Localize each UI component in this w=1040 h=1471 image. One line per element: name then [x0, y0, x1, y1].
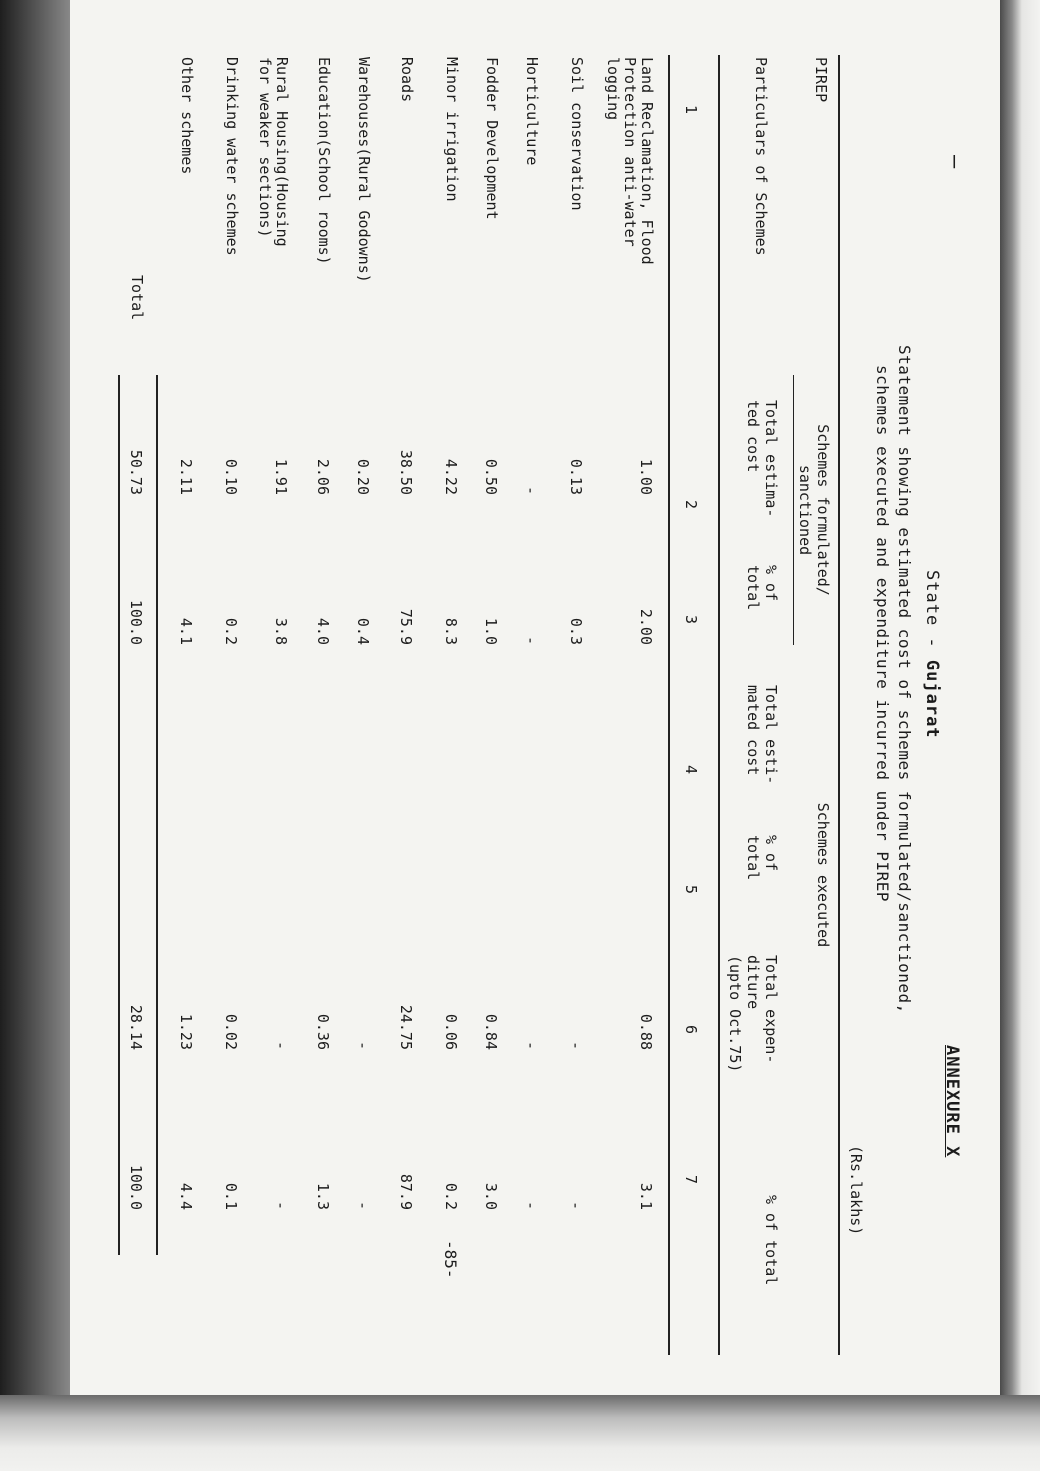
group-header-formulated-line-2: sanctioned: [796, 464, 814, 556]
row-cell-c3: 2.00: [637, 608, 655, 645]
row-label: [604, 57, 655, 265]
col3-header-line-2: total: [744, 565, 762, 611]
row-label: [355, 57, 372, 283]
particulars-header: Particulars of Schemes: [752, 57, 770, 256]
row-cell-c2: 0.13: [567, 458, 585, 495]
row-label-line: Drinking water schemes: [223, 57, 241, 256]
row-label-line: Rural Housing(Housing: [273, 57, 291, 247]
group-header-executed-line-1: Schemes executed: [814, 802, 832, 948]
row-label-line: Other schemes: [178, 57, 196, 175]
col5-header-line-2: total: [744, 835, 762, 881]
row-cell-c6: 1.23: [177, 1013, 195, 1050]
row-cell-c7: 3.0: [482, 1182, 500, 1210]
total-col3: 100.0: [127, 599, 145, 645]
state-prefix: State -: [922, 570, 942, 660]
row-cell-c7: -: [354, 1200, 372, 1210]
row-label: [315, 57, 332, 265]
row-label-line: Warehouses(Rural Godowns): [355, 57, 373, 283]
row-cell-c3: 0.4: [354, 617, 372, 645]
table-top-rule: [838, 55, 840, 1355]
row-cell-c7: -: [272, 1200, 290, 1210]
column-number-3: 3: [682, 615, 700, 625]
row-label-line: Roads: [398, 57, 416, 103]
row-label-line: Horticulture: [523, 57, 541, 166]
scan-bottom-shadow: [0, 1395, 1040, 1471]
group-header-formulated-line-1: Schemes formulated/: [814, 424, 832, 596]
row-cell-c3: 0.2: [222, 617, 240, 645]
column-number-4: 4: [682, 765, 700, 775]
total-label: Total: [128, 275, 146, 321]
col7-header: % of total: [762, 1195, 780, 1286]
units-note: (Rs.lakhs): [847, 1145, 865, 1236]
row-cell-c2: 2.06: [314, 458, 332, 495]
row-cell-c2: 4.22: [442, 458, 460, 495]
statement-title-line-2: schemes executed and expenditure incurred under PIREP: [873, 365, 892, 903]
row-cell-c2: -: [522, 485, 540, 495]
col4-header-line-1: Total esti-: [762, 685, 780, 785]
col5-header-line-1: % of: [762, 835, 780, 872]
row-cell-c7: 3.1: [637, 1182, 655, 1210]
header-bottom-rule: [718, 55, 720, 1355]
row-cell-c6: 0.36: [314, 1013, 332, 1050]
statement-title-line-1: Statement showing estimated cost of schemes formulated/sanctioned,: [895, 345, 914, 1014]
row-cell-c6: 24.75: [397, 1004, 415, 1050]
col6-header: [726, 955, 780, 1072]
row-cell-c7: -: [567, 1200, 585, 1210]
row-cell-c2: 1.00: [637, 458, 655, 495]
row-label: [568, 57, 585, 211]
row-cell-c7: 87.9: [397, 1173, 415, 1210]
row-cell-c7: 0.2: [442, 1182, 460, 1210]
col2-header: [744, 400, 780, 517]
row-cell-c6: 0.88: [637, 1013, 655, 1050]
row-cell-c7: 1.3: [314, 1182, 332, 1210]
row-cell-c2: 1.91: [272, 458, 290, 495]
row-label: [398, 57, 415, 102]
col5-header: [744, 835, 780, 880]
col3-header-line-1: % of: [762, 565, 780, 602]
row-cell-c7: -: [522, 1200, 540, 1210]
row-cell-c6: -: [272, 1040, 290, 1050]
row-label: [523, 57, 540, 165]
group-header-executed: [814, 665, 832, 1085]
row-cell-c3: 1.0: [482, 617, 500, 645]
rotated-annexure-content: [90, 45, 970, 1375]
row-label: [223, 57, 240, 256]
row-label-line: Fodder Development: [483, 57, 501, 220]
row-label-line: for weaker sections): [256, 57, 274, 238]
col6-header-line-3: (upto Oct.75): [726, 955, 744, 1073]
row-label: [483, 57, 500, 220]
row-cell-c6: -: [567, 1040, 585, 1050]
row-label: [443, 57, 460, 202]
row-cell-c3: 3.8: [272, 617, 290, 645]
row-label-line: Land Reclamation, Flood: [638, 57, 656, 265]
column-number-rule: [668, 55, 670, 1355]
total-col2: 50.73: [127, 449, 145, 495]
row-cell-c3: 4.1: [177, 617, 195, 645]
row-label-line: logging: [604, 57, 622, 121]
annexure-heading: ANNEXURE X: [942, 1045, 962, 1158]
column-number-2: 2: [682, 500, 700, 510]
row-label: [256, 57, 290, 247]
row-cell-c2: 2.11: [177, 458, 195, 495]
group-header-rule: [793, 375, 794, 645]
column-number-1: 1: [682, 105, 700, 115]
page-number: -85-: [441, 1240, 460, 1279]
total-bottom-rule: [118, 375, 120, 1255]
scan-binding-edge: [1000, 0, 1040, 1471]
row-cell-c7: 0.1: [222, 1182, 240, 1210]
row-cell-c6: 0.06: [442, 1013, 460, 1050]
column-number-5: 5: [682, 885, 700, 895]
row-cell-c3: 0.3: [567, 617, 585, 645]
row-label: [178, 57, 195, 174]
left-margin-mark: —: [942, 155, 967, 169]
row-cell-c6: 0.02: [222, 1013, 240, 1050]
col6-header-line-1: Total expen-: [762, 955, 780, 1064]
group-header-formulated: [796, 385, 832, 635]
pirep-header: PIREP: [812, 57, 830, 103]
row-label-line: Soil conservation: [568, 57, 586, 211]
column-number-7: 7: [682, 1175, 700, 1185]
row-cell-c7: 4.4: [177, 1182, 195, 1210]
col2-header-line-1: Total estima-: [762, 400, 780, 518]
row-cell-c6: 0.84: [482, 1013, 500, 1050]
row-label-line: Minor irrigation: [443, 57, 461, 202]
row-cell-c2: 0.50: [482, 458, 500, 495]
col6-header-line-2: diture: [744, 955, 762, 1010]
row-cell-c2: 38.50: [397, 449, 415, 495]
col4-header: [744, 685, 780, 784]
row-cell-c3: 4.0: [314, 617, 332, 645]
column-number-6: 6: [682, 1025, 700, 1035]
row-label-line: Protection anti-water: [621, 57, 639, 247]
col2-header-line-2: ted cost: [744, 400, 762, 473]
row-cell-c3: 75.9: [397, 608, 415, 645]
col3-header: [744, 565, 780, 610]
row-cell-c3: 8.3: [442, 617, 460, 645]
state-line: [922, 570, 942, 739]
total-col7: 100.0: [127, 1164, 145, 1210]
total-col6: 28.14: [127, 1004, 145, 1050]
row-label-line: Education(School rooms): [315, 57, 333, 265]
document-page: [70, 0, 1005, 1400]
row-cell-c2: 0.20: [354, 458, 372, 495]
row-cell-c3: -: [522, 635, 540, 645]
state-name: Gujarat: [922, 659, 942, 739]
row-cell-c2: 0.10: [222, 458, 240, 495]
col4-header-line-2: mated cost: [744, 685, 762, 776]
total-top-rule: [156, 375, 158, 1255]
row-cell-c6: -: [522, 1040, 540, 1050]
row-cell-c6: -: [354, 1040, 372, 1050]
